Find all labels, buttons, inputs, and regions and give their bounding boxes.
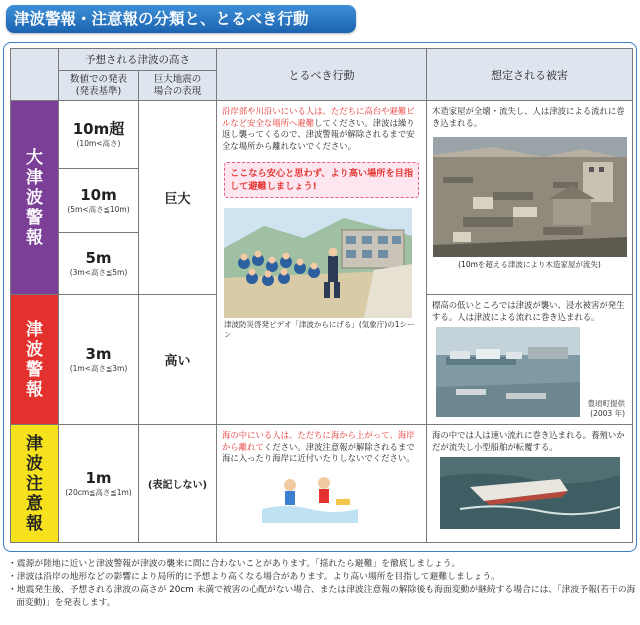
header-corner xyxy=(11,49,59,101)
category-major-label: 大津波警報 xyxy=(26,147,43,248)
height-cell-5m xyxy=(59,233,139,295)
damage-warning-credit xyxy=(588,399,626,419)
video-caption: 津波防災啓発ビデオ「津波からにげる」(気象庁)の1シーン xyxy=(224,320,415,339)
height-cell-1m xyxy=(59,425,139,543)
action-advisory-cell xyxy=(217,425,427,543)
expression-warning: 高い xyxy=(139,295,217,425)
evacuation-video-illustration xyxy=(224,208,412,318)
footnote: ・地震発生後、予想される津波の高さが 20cm 未満で被害の心配がない場合、または津波注意報の解除後も海面変動が継続する場合には、「津波予報(若干の海面変動)」を発表します。 xyxy=(8,585,636,608)
damage-major-text: 木造家屋が全壊・流失し、人は津波による流れに巻き込まれる。 xyxy=(432,106,625,128)
damage-warning-media xyxy=(432,327,627,419)
category-warning-label: 津波警報 xyxy=(26,319,43,400)
flooded-harbor-photo xyxy=(436,327,580,417)
action-warning-rest: してください。津波は繰り返し襲ってくるので、津波警報が解除されるまで安全な場所から離れないでください。 xyxy=(222,117,415,151)
evacuate-higher-callout: ここなら安心と思わず、より高い場所を目指して避難しましょう! xyxy=(224,162,419,198)
action-advisory-red2: 海岸から離れて xyxy=(222,430,415,452)
tsunami-warning-table xyxy=(10,48,633,543)
height-value: 5m xyxy=(85,249,112,267)
height-range: (5m<高さ≦10m) xyxy=(67,205,130,214)
category-advisory xyxy=(11,425,59,543)
action-advisory-text xyxy=(222,430,421,465)
height-cell-10m xyxy=(59,169,139,233)
header-quake xyxy=(139,71,217,101)
height-value: 1m xyxy=(85,469,112,487)
action-warning-red: 沿岸部や川沿いにいる人は、ただちに高台や避難ビルなど安全な場所へ避難 xyxy=(222,106,415,128)
damage-warning-text: 標高の低いところでは津波が襲い、浸水被害が発生する。人は津波による流れに巻き込まれる。 xyxy=(432,300,625,322)
tsunami-destruction-photo xyxy=(433,137,627,257)
photo-credit-year: (2003 年) xyxy=(590,409,625,418)
footnote: ・震源が陸地に近いと津波警報が津波の襲来に間に合わないことがあります。「揺れたら避難」を徹底しましょう。 xyxy=(8,559,461,569)
category-major-warning xyxy=(11,101,59,295)
height-cell-3m xyxy=(59,295,139,425)
height-value: 3m xyxy=(85,345,112,363)
footnotes xyxy=(8,558,636,610)
tsunami-table-frame xyxy=(3,42,637,552)
capsized-boat-photo xyxy=(440,457,620,529)
expression-advisory: (表記しない) xyxy=(139,425,217,543)
header-damage: 想定される被害 xyxy=(427,49,633,101)
damage-major-cell xyxy=(427,101,633,295)
action-advisory-red1: 海の中にいる人は、ただちに海から上がって、 xyxy=(222,430,398,440)
photo-credit: 豊頃町提供 xyxy=(587,399,625,408)
height-range: (20cm≦高さ≦1m) xyxy=(65,488,132,497)
height-value: 10m xyxy=(80,186,117,204)
expression-major: 巨大 xyxy=(139,101,217,295)
footnote: ・津波は沿岸の地形などの影響により局所的に予想より高くなる場合があります。より高い場所を目指して避難しましょう。 xyxy=(8,572,500,582)
header-numeric-label: 数値での発表 (発表基準) xyxy=(69,73,127,97)
header-quake-label: 巨大地震の 場合の表現 xyxy=(153,73,202,97)
header-action: とるべき行動 xyxy=(217,49,427,101)
damage-warning-cell xyxy=(427,295,633,425)
damage-advisory-text: 海の中では人は速い流れに巻き込まれる。養殖いかだが流失し小型船舶が転覆する。 xyxy=(432,430,625,452)
category-warning xyxy=(11,295,59,425)
height-value: 10m超 xyxy=(72,120,125,138)
action-warning-text xyxy=(222,106,421,152)
height-range: (3m<高さ≦5m) xyxy=(69,268,128,277)
action-advisory-rest: ください。津波注意報が解除されるまで海に入ったり海岸に近付いたりしないでください。 xyxy=(222,441,415,463)
damage-advisory-cell xyxy=(427,425,633,543)
height-range: (1m<高さ≦3m) xyxy=(69,364,128,373)
action-warning-cell xyxy=(217,101,427,425)
page-title: 津波警報・注意報の分類と、とるべき行動 xyxy=(6,5,356,33)
beach-escape-illustration xyxy=(262,469,358,523)
header-numeric xyxy=(59,71,139,101)
height-cell-10m-over xyxy=(59,101,139,169)
damage-major-caption: (10mを超える津波により木造家屋が流失) xyxy=(458,260,601,269)
header-height-group: 予想される津波の高さ xyxy=(59,49,217,71)
category-advisory-label: 津波注意報 xyxy=(26,433,43,534)
height-range: (10m<高さ) xyxy=(76,139,121,148)
